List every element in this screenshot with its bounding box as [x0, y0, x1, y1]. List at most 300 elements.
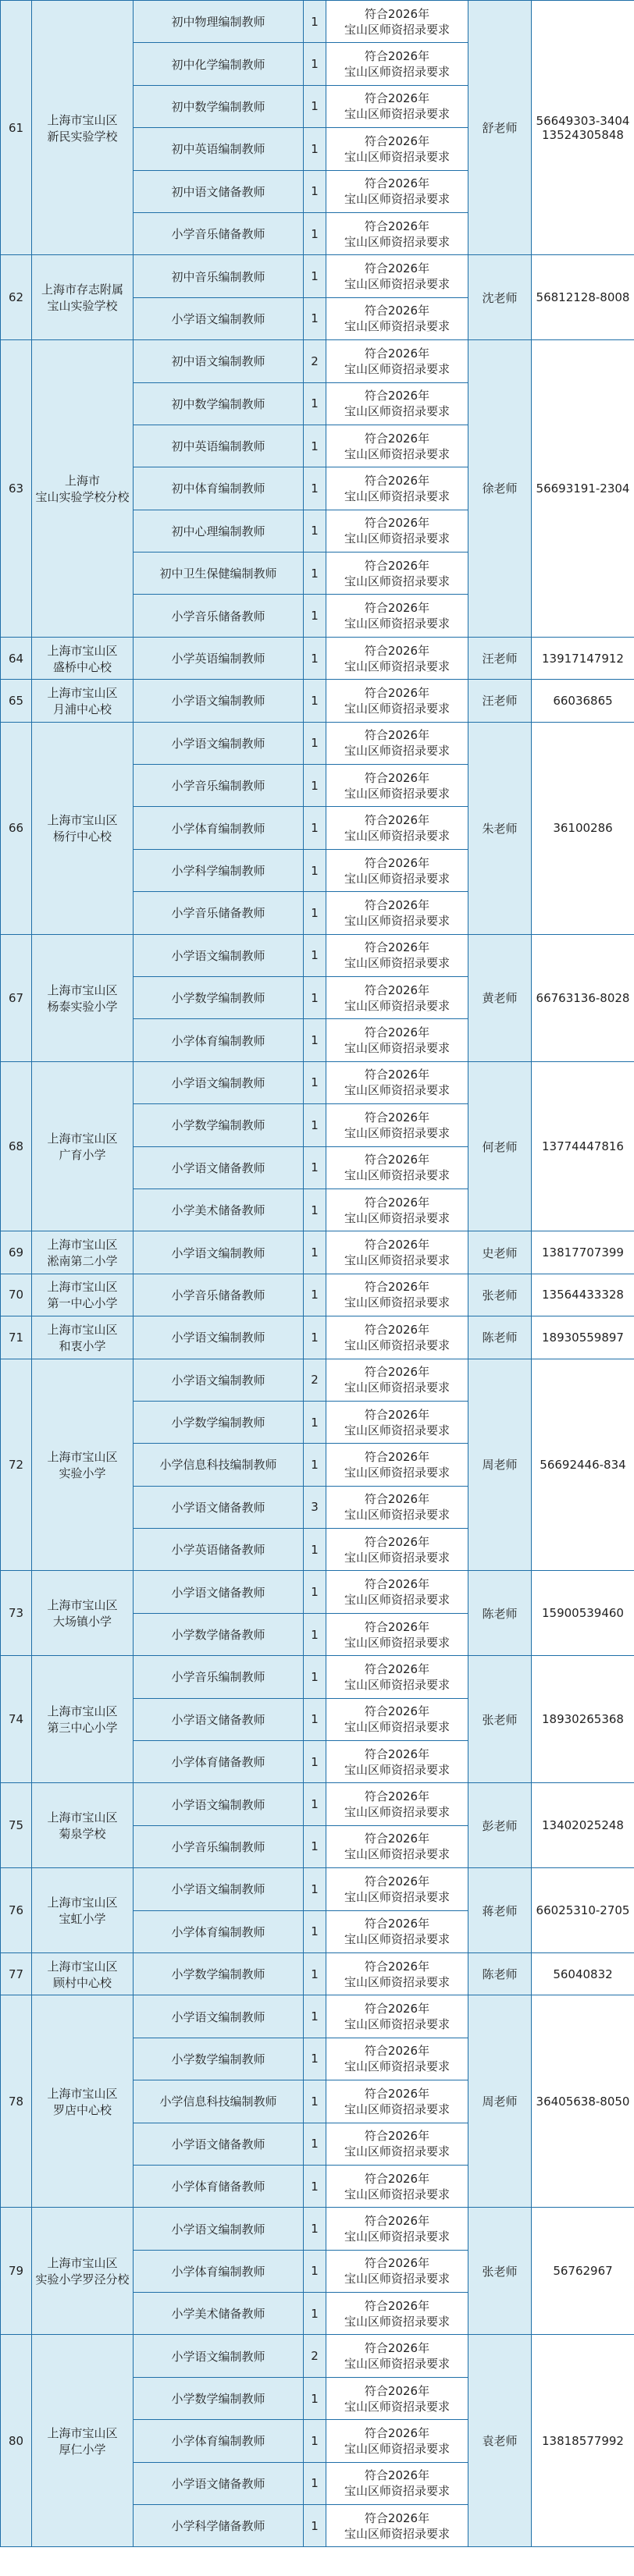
requirement-line: 符合2026年: [364, 1619, 430, 1634]
position-title: 初中语文编制教师: [134, 340, 304, 382]
position-count: 1: [304, 680, 326, 722]
position-requirement: [326, 553, 468, 595]
school-name-line: 上海市宝山区: [47, 1449, 118, 1464]
requirement-line: 宝山区师资招录要求: [344, 1974, 450, 1989]
school-name-line: 上海市宝山区: [47, 1959, 118, 1974]
position-requirement: [326, 1146, 468, 1189]
position-title: 小学美术储备教师: [134, 2293, 304, 2335]
position-requirement: [326, 2208, 468, 2250]
contact-phone: [532, 722, 634, 934]
contact-person: 舒老师: [468, 1, 532, 255]
position-count: 1: [304, 1316, 326, 1359]
requirement-line: 符合2026年: [364, 855, 430, 870]
position-requirement: [326, 510, 468, 552]
phone-line: 56812128-8008: [536, 290, 630, 305]
position-count: 1: [304, 85, 326, 127]
position-title: 小学语文储备教师: [134, 1486, 304, 1528]
position-title: 小学语文编制教师: [134, 1359, 304, 1401]
position-requirement: [326, 1401, 468, 1443]
requirement-line: 符合2026年: [364, 431, 430, 446]
position-count: 1: [304, 297, 326, 339]
position-count: 1: [304, 553, 326, 595]
requirement-line: 符合2026年: [364, 1153, 430, 1167]
position-requirement: [326, 1783, 468, 1825]
requirement-line: 宝山区师资招录要求: [344, 2399, 450, 2414]
requirement-line: 宝山区师资招录要求: [344, 1847, 450, 1862]
phone-line: 13564433328: [542, 1288, 624, 1302]
contact-person: 蒋老师: [468, 1868, 532, 1953]
position-title: 小学体育编制教师: [134, 807, 304, 849]
requirement-line: 符合2026年: [364, 2044, 430, 2059]
requirement-line: 宝山区师资招录要求: [344, 1762, 450, 1777]
school-name: [32, 1359, 134, 1571]
contact-person: 张老师: [468, 2208, 532, 2335]
position-count: 1: [304, 255, 326, 297]
position-count: 1: [304, 1656, 326, 1698]
position-count: 1: [304, 849, 326, 891]
position-count: 1: [304, 2208, 326, 2250]
position-count: 1: [304, 1613, 326, 1655]
requirement-line: 宝山区师资招录要求: [344, 1932, 450, 1947]
contact-phone: [532, 1316, 634, 1359]
position-title: 小学音乐编制教师: [134, 765, 304, 807]
school-name-line: 上海市: [64, 473, 100, 488]
position-requirement: [326, 2462, 468, 2504]
position-requirement: [326, 85, 468, 127]
position-count: 1: [304, 2420, 326, 2462]
contact-phone: [532, 1995, 634, 2208]
phone-line: 13524305848: [542, 127, 624, 142]
requirement-line: 符合2026年: [364, 2425, 430, 2440]
position-title: 初中数学编制教师: [134, 85, 304, 127]
position-title: 小学语文编制教师: [134, 934, 304, 976]
position-title: 小学体育储备教师: [134, 1741, 304, 1783]
table-row: [1, 1868, 634, 1910]
position-requirement: [326, 934, 468, 976]
contact-phone: [532, 1952, 634, 1995]
contact-phone: [532, 1783, 634, 1868]
requirement-line: 宝山区师资招录要求: [344, 149, 450, 164]
requirement-line: 符合2026年: [364, 133, 430, 148]
requirement-line: 宝山区师资招录要求: [344, 65, 450, 80]
contact-person: 沈老师: [468, 255, 532, 340]
position-count: 1: [304, 2080, 326, 2123]
position-title: 小学语文储备教师: [134, 1571, 304, 1613]
school-name: [32, 255, 134, 340]
position-count: 1: [304, 1741, 326, 1783]
requirement-line: 宝山区师资招录要求: [344, 1593, 450, 1608]
requirement-line: 宝山区师资招录要求: [344, 2017, 450, 2032]
school-number: 79: [1, 2208, 32, 2335]
position-title: 小学英语编制教师: [134, 637, 304, 679]
contact-phone: [532, 255, 634, 340]
requirement-line: 宝山区师资招录要求: [344, 2144, 450, 2159]
school-name-line: 杨行中心校: [52, 830, 112, 844]
position-title: 小学语文编制教师: [134, 2208, 304, 2250]
phone-line: 56762967: [553, 2264, 613, 2279]
position-count: 1: [304, 1189, 326, 1231]
requirement-line: 宝山区师资招录要求: [344, 1423, 450, 1437]
position-title: 小学数学编制教师: [134, 1401, 304, 1443]
position-requirement: [326, 595, 468, 637]
position-count: 1: [304, 1019, 326, 1061]
school-number: 78: [1, 1995, 32, 2208]
requirement-line: 宝山区师资招录要求: [344, 998, 450, 1013]
requirement-line: 符合2026年: [364, 685, 430, 700]
requirement-line: 符合2026年: [364, 1746, 430, 1761]
school-number: 75: [1, 1783, 32, 1868]
phone-line: 15900539460: [542, 1606, 624, 1621]
position-title: 小学音乐储备教师: [134, 892, 304, 934]
requirement-line: 符合2026年: [364, 1704, 430, 1719]
requirement-line: 宝山区师资招录要求: [344, 234, 450, 249]
requirement-line: 宝山区师资招录要求: [344, 2526, 450, 2541]
contact-person: 张老师: [468, 1656, 532, 1783]
position-requirement: [326, 807, 468, 849]
position-title: 小学体育编制教师: [134, 2250, 304, 2292]
requirement-line: 符合2026年: [364, 176, 430, 191]
school-name-line: 宝山实验学校: [47, 299, 118, 314]
phone-line: 56040832: [553, 1967, 613, 1981]
position-title: 初中数学编制教师: [134, 382, 304, 425]
requirement-line: 宝山区师资招录要求: [344, 531, 450, 546]
contact-phone: [532, 1359, 634, 1571]
requirement-line: 宝山区师资招录要求: [344, 744, 450, 759]
requirement-line: 符合2026年: [364, 940, 430, 955]
position-requirement: [326, 2335, 468, 2377]
requirement-line: 符合2026年: [364, 1365, 430, 1380]
position-count: 1: [304, 2165, 326, 2207]
position-requirement: [326, 2377, 468, 2419]
contact-phone: [532, 2208, 634, 2335]
school-name-line: 上海市宝山区: [47, 1896, 118, 1910]
school-name-line: 罗店中心校: [52, 2102, 112, 2117]
position-title: 小学音乐储备教师: [134, 212, 304, 254]
school-name-line: 淞南第二小学: [47, 1254, 118, 1269]
position-requirement: [326, 467, 468, 510]
position-title: 初中物理编制教师: [134, 1, 304, 43]
position-requirement: [326, 1, 468, 43]
position-requirement: [326, 1910, 468, 1952]
position-count: 1: [304, 1952, 326, 1995]
contact-person: 袁老师: [468, 2335, 532, 2547]
position-count: 1: [304, 1146, 326, 1189]
school-name-line: 上海市宝山区: [47, 112, 118, 127]
requirement-line: 宝山区师资招录要求: [344, 659, 450, 673]
position-title: 初中体育编制教师: [134, 467, 304, 510]
school-number: 63: [1, 340, 32, 638]
requirement-line: 宝山区师资招录要求: [344, 2272, 450, 2286]
school-number: 80: [1, 2335, 32, 2547]
contact-person: 张老师: [468, 1274, 532, 1316]
position-count: 1: [304, 765, 326, 807]
position-requirement: [326, 382, 468, 425]
school-number: 74: [1, 1656, 32, 1783]
position-requirement: [326, 2505, 468, 2547]
requirement-line: 宝山区师资招录要求: [344, 192, 450, 207]
requirement-line: 符合2026年: [364, 643, 430, 658]
requirement-line: 宝山区师资招录要求: [344, 1083, 450, 1098]
requirement-line: 符合2026年: [364, 601, 430, 616]
position-requirement: [326, 2123, 468, 2165]
position-title: 初中英语编制教师: [134, 425, 304, 467]
position-title: 小学音乐编制教师: [134, 1825, 304, 1867]
school-name-line: 第三中心小学: [47, 1721, 118, 1736]
school-name: [32, 2335, 134, 2547]
position-title: 小学音乐编制教师: [134, 1656, 304, 1698]
requirement-line: 宝山区师资招录要求: [344, 1550, 450, 1565]
requirement-line: 宝山区师资招录要求: [344, 956, 450, 971]
position-requirement: [326, 1825, 468, 1867]
position-count: 1: [304, 1910, 326, 1952]
school-number: 71: [1, 1316, 32, 1359]
position-requirement: [326, 1019, 468, 1061]
position-count: 1: [304, 1061, 326, 1103]
school-name-line: 新民实验学校: [47, 129, 118, 144]
position-requirement: [326, 2293, 468, 2335]
position-title: 小学科学储备教师: [134, 2505, 304, 2547]
requirement-line: 宝山区师资招录要求: [344, 1720, 450, 1735]
phone-line: 56649303-3404: [536, 113, 630, 128]
school-name-line: 实验小学: [59, 1466, 106, 1480]
position-count: 1: [304, 1995, 326, 2038]
school-number: 70: [1, 1274, 32, 1316]
school-name: [32, 680, 134, 722]
school-name: [32, 1316, 134, 1359]
school-name-line: 上海市宝山区: [47, 1598, 118, 1613]
position-title: 初中卫生保健编制教师: [134, 553, 304, 595]
requirement-line: 符合2026年: [364, 1025, 430, 1040]
contact-person: 徐老师: [468, 340, 532, 638]
position-requirement: [326, 43, 468, 85]
table-row: [1, 255, 634, 297]
position-requirement: [326, 255, 468, 297]
table-row: [1, 722, 634, 764]
position-title: 小学语文编制教师: [134, 2335, 304, 2377]
position-requirement: [326, 1698, 468, 1740]
position-requirement: [326, 1316, 468, 1359]
position-count: 1: [304, 2293, 326, 2335]
school-number: 68: [1, 1061, 32, 1231]
requirement-line: 符合2026年: [364, 1407, 430, 1422]
position-title: 小学体育编制教师: [134, 1910, 304, 1952]
school-number: 67: [1, 934, 32, 1061]
school-name: [32, 1783, 134, 1868]
requirement-line: 宝山区师资招录要求: [344, 2441, 450, 2456]
phone-line: 18930265368: [542, 1712, 624, 1727]
table-row: [1, 1061, 634, 1103]
requirement-line: 宝山区师资招录要求: [344, 361, 450, 376]
position-requirement: [326, 297, 468, 339]
position-requirement: [326, 1529, 468, 1571]
position-count: 1: [304, 382, 326, 425]
school-name-line: 上海市宝山区: [47, 1810, 118, 1825]
position-count: 1: [304, 807, 326, 849]
requirement-line: 符合2026年: [364, 2383, 430, 2398]
contact-person: 周老师: [468, 1995, 532, 2208]
position-count: 2: [304, 2335, 326, 2377]
requirement-line: 符合2026年: [364, 1917, 430, 1931]
requirement-line: 宝山区师资招录要求: [344, 446, 450, 461]
school-name-line: 上海市宝山区: [47, 813, 118, 828]
requirement-line: 宝山区师资招录要求: [344, 1465, 450, 1480]
position-count: 1: [304, 722, 326, 764]
table-row: [1, 2208, 634, 2250]
position-title: 小学数学编制教师: [134, 976, 304, 1018]
requirement-line: 宝山区师资招录要求: [344, 1805, 450, 1820]
position-requirement: [326, 1274, 468, 1316]
requirement-line: 宝山区师资招录要求: [344, 2187, 450, 2201]
table-row: [1, 637, 634, 679]
position-count: 1: [304, 1783, 326, 1825]
requirement-line: 符合2026年: [364, 813, 430, 828]
position-title: 小学语文编制教师: [134, 1783, 304, 1825]
requirement-line: 宝山区师资招录要求: [344, 1677, 450, 1692]
school-number: 62: [1, 255, 32, 340]
requirement-line: 宝山区师资招录要求: [344, 1889, 450, 1904]
table-row: [1, 1316, 634, 1359]
requirement-line: 宝山区师资招录要求: [344, 1508, 450, 1523]
position-requirement: [326, 340, 468, 382]
contact-phone: [532, 340, 634, 638]
position-title: 小学语文编制教师: [134, 297, 304, 339]
position-count: 1: [304, 128, 326, 170]
position-count: 1: [304, 1, 326, 43]
school-name-line: 实验小学罗泾分校: [35, 2272, 130, 2287]
requirement-line: 宝山区师资招录要求: [344, 2102, 450, 2116]
requirement-line: 宝山区师资招录要求: [344, 1210, 450, 1225]
requirement-line: 符合2026年: [364, 1874, 430, 1888]
table-row: [1, 1274, 634, 1316]
position-requirement: [326, 2080, 468, 2123]
requirement-line: 符合2026年: [364, 558, 430, 573]
position-count: 2: [304, 340, 326, 382]
position-count: 1: [304, 1698, 326, 1740]
contact-person: 黄老师: [468, 934, 532, 1061]
position-count: 1: [304, 1401, 326, 1443]
requirement-line: 符合2026年: [364, 728, 430, 743]
contact-phone: [532, 1231, 634, 1274]
requirement-line: 符合2026年: [364, 1195, 430, 1210]
school-name: [32, 1, 134, 255]
contact-phone: [532, 680, 634, 722]
table-row: [1, 1656, 634, 1698]
requirement-line: 符合2026年: [364, 389, 430, 403]
school-name-line: 上海市宝山区: [47, 1132, 118, 1146]
position-count: 1: [304, 1825, 326, 1867]
position-title: 小学数学编制教师: [134, 2038, 304, 2080]
position-count: 3: [304, 1486, 326, 1528]
position-requirement: [326, 425, 468, 467]
phone-line: 13818577992: [542, 2433, 624, 2448]
school-name-line: 上海市宝山区: [47, 2256, 118, 2271]
position-count: 1: [304, 1868, 326, 1910]
requirement-line: 宝山区师资招录要求: [344, 1253, 450, 1268]
contact-phone: [532, 1571, 634, 1656]
requirement-line: 宝山区师资招录要求: [344, 489, 450, 503]
position-title: 小学语文储备教师: [134, 1698, 304, 1740]
phone-line: 66025310-2705: [536, 1903, 630, 1918]
position-requirement: [326, 1061, 468, 1103]
position-requirement: [326, 1231, 468, 1274]
requirement-line: 符合2026年: [364, 1534, 430, 1549]
position-requirement: [326, 1868, 468, 1910]
position-requirement: [326, 2165, 468, 2207]
position-requirement: [326, 1486, 468, 1528]
requirement-line: 宝山区师资招录要求: [344, 786, 450, 801]
position-title: 初中英语编制教师: [134, 128, 304, 170]
position-requirement: [326, 765, 468, 807]
school-number: 65: [1, 680, 32, 722]
school-name-line: 大场镇小学: [52, 1615, 112, 1629]
table-row: [1, 1, 634, 43]
position-count: 1: [304, 2038, 326, 2080]
requirement-line: 宝山区师资招录要求: [344, 22, 450, 37]
position-count: 1: [304, 892, 326, 934]
position-title: 小学数学编制教师: [134, 2377, 304, 2419]
requirement-line: 符合2026年: [364, 1577, 430, 1592]
position-count: 1: [304, 1571, 326, 1613]
position-count: 1: [304, 43, 326, 85]
requirement-line: 宝山区师资招录要求: [344, 107, 450, 122]
requirement-line: 符合2026年: [364, 2468, 430, 2483]
requirement-line: 宝山区师资招录要求: [344, 1635, 450, 1650]
requirement-line: 符合2026年: [364, 516, 430, 531]
position-title: 初中化学编制教师: [134, 43, 304, 85]
contact-person: 汪老师: [468, 637, 532, 679]
school-name: [32, 637, 134, 679]
position-title: 小学体育编制教师: [134, 1019, 304, 1061]
school-name: [32, 1656, 134, 1783]
requirement-line: 宝山区师资招录要求: [344, 574, 450, 588]
school-number: 69: [1, 1231, 32, 1274]
position-requirement: [326, 1359, 468, 1401]
position-requirement: [326, 1104, 468, 1146]
position-title: 小学语文储备教师: [134, 1146, 304, 1189]
position-count: 1: [304, 1231, 326, 1274]
contact-person: 陈老师: [468, 1316, 532, 1359]
contact-phone: [532, 637, 634, 679]
position-requirement: [326, 2038, 468, 2080]
requirement-line: 符合2026年: [364, 2129, 430, 2144]
phone-line: 56693191-2304: [536, 481, 630, 496]
contact-phone: [532, 1, 634, 255]
school-number: 77: [1, 1952, 32, 1995]
school-number: 73: [1, 1571, 32, 1656]
school-name-line: 厚仁小学: [59, 2442, 106, 2457]
requirement-line: 宝山区师资招录要求: [344, 1338, 450, 1352]
position-requirement: [326, 128, 468, 170]
requirement-line: 宝山区师资招录要求: [344, 871, 450, 886]
requirement-line: 符合2026年: [364, 1832, 430, 1846]
phone-line: 36405638-8050: [536, 2094, 630, 2109]
requirement-line: 符合2026年: [364, 2510, 430, 2525]
contact-person: 朱老师: [468, 722, 532, 934]
position-title: 小学音乐储备教师: [134, 1274, 304, 1316]
requirement-line: 符合2026年: [364, 2171, 430, 2186]
phone-line: 66036865: [553, 693, 613, 708]
position-count: 1: [304, 2462, 326, 2504]
position-count: 1: [304, 595, 326, 637]
requirement-line: 宝山区师资招录要求: [344, 319, 450, 334]
position-requirement: [326, 722, 468, 764]
requirement-line: 宝山区师资招录要求: [344, 616, 450, 631]
requirement-line: 宝山区师资招录要求: [344, 1295, 450, 1310]
requirement-line: 宝山区师资招录要求: [344, 913, 450, 928]
position-count: 1: [304, 212, 326, 254]
position-requirement: [326, 1741, 468, 1783]
position-count: 1: [304, 1274, 326, 1316]
